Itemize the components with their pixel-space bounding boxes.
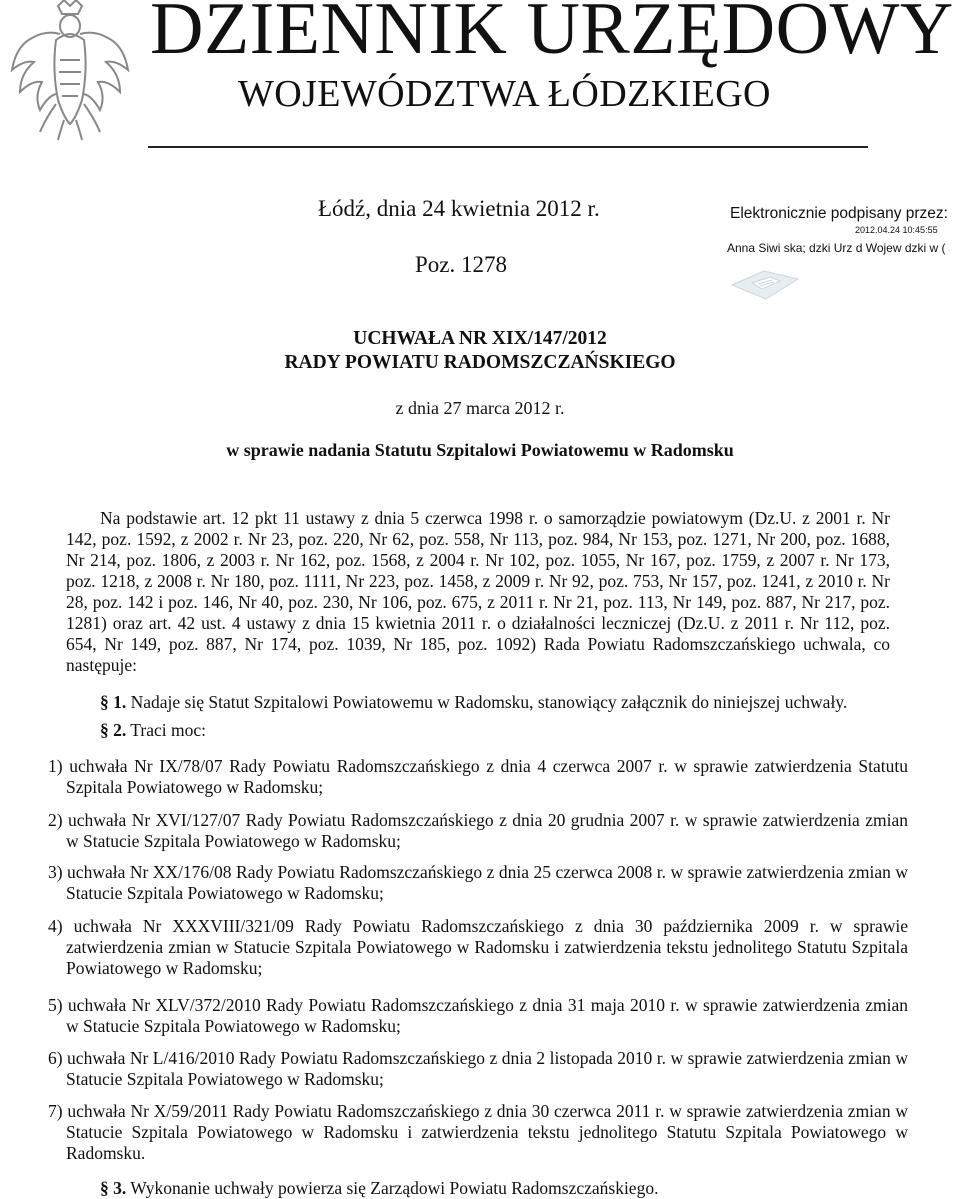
- legal-basis-paragraph: Na podstawie art. 12 pkt 11 ustawy z dnia 5 czerwca 1998 r. o samorządzie powiatowym (Dz.U. z 2001 r. Nr 142, poz. 1592, z 2002 r. Nr 23, poz. 220, Nr 62, poz. 558, Nr 113, poz. 984, Nr 153, poz. 1271, Nr 200, poz. 1688, Nr 214, poz. 1806, z 2003 r. Nr 162, poz. 1568, z 2004 r. Nr 102, poz. 1055, Nr 167, poz. 1759, z 2007 r. Nr 173, poz. 1218, z 2008 r. Nr 180, poz. 1111, Nr 223, poz. 1458, z 2009 r. Nr 92, poz. 753, Nr 157, poz. 1241, z 2010 r. Nr 28, poz. 142 i poz. 146, Nr 40, poz. 230, Nr 106, poz. 675, z 2011 r. Nr 21, poz. 113, Nr 149, poz. 887, Nr 217, poz. 1281) oraz art. 42 ust. 4 ustawy z dnia 15 kwietnia 2011 r. o działalności leczniczej (Dz.U. z 2011 r. Nr 112, poz. 654, Nr 149, poz. 887, Nr 174, poz. 1039, Nr 185, poz. 1092) Rada Powiatu Radomszczańskiego uchwala, co następuje:: [66, 508, 890, 675]
- journal-subtitle: WOJEWÓDZTWA ŁÓDZKIEGO: [238, 73, 771, 115]
- resolution-number: UCHWAŁA NR XIX/147/2012: [353, 328, 607, 349]
- section-number: § 3.: [100, 1178, 127, 1198]
- signature-label: Elektronicznie podpisany przez:: [730, 205, 948, 222]
- section-number: § 1.: [100, 692, 127, 712]
- issue-date: Łódź, dnia 24 kwietnia 2012 r.: [318, 196, 600, 221]
- masthead-divider: [148, 146, 868, 148]
- signature-timestamp: 2012.04.24 10:45:55: [855, 225, 938, 235]
- list-item: 4) uchwała Nr XXXVIII/321/09 Rady Powiatu Radomszczańskiego z dnia 30 października 2009 r. w sprawie zatwierdzenia zmian w Statucie Szpitala Powiatowego w Radomsku i zatwierdzenia tekstu jednolitego Statutu Szpitala Powiatowego w Radomsku;: [48, 916, 908, 978]
- signature-seal-icon: [730, 267, 800, 303]
- section-number: § 2.: [100, 720, 127, 740]
- section-text: Nadaje się Statut Szpitalowi Powiatowemu w Radomsku, stanowiący załącznik do niniejszej uchwały.: [126, 692, 848, 712]
- section-3: [66, 1178, 890, 1199]
- resolution-subject: w sprawie nadania Statutu Szpitalowi Powiatowemu w Radomsku: [226, 440, 734, 460]
- section-1: [66, 692, 890, 713]
- section-text: Wykonanie uchwały powierza się Zarządowi Powiatu Radomszczańskiego.: [126, 1178, 659, 1198]
- resolution-council: RADY POWIATU RADOMSZCZAŃSKIEGO: [284, 352, 676, 373]
- journal-title: DZIENNIK URZĘDOWY: [150, 0, 954, 70]
- list-item: 7) uchwała Nr X/59/2011 Rady Powiatu Radomszczańskiego z dnia 30 czerwca 2011 r. w sprawie zatwierdzenia zmian w Statucie Szpitala Powiatowego w Radomsku i zatwierdzenia tekstu jednolitego Statutu Szpitala Powiatowego w Radomsku.: [48, 1101, 908, 1163]
- list-item: 5) uchwała Nr XLV/372/2010 Rady Powiatu Radomszczańskiego z dnia 31 maja 2010 r. w sprawie zatwierdzenia zmian w Statucie Szpitala Powiatowego w Radomsku;: [48, 995, 908, 1036]
- resolution-date: z dnia 27 marca 2012 r.: [395, 398, 565, 418]
- position-number: Poz. 1278: [415, 252, 507, 277]
- section-2: [66, 720, 890, 741]
- electronic-signature: [727, 205, 960, 305]
- eagle-emblem-icon: [6, 0, 134, 142]
- list-item: 1) uchwała Nr IX/78/07 Rady Powiatu Radomszczańskiego z dnia 4 czerwca 2007 r. w sprawie zatwierdzenia Statutu Szpitala Powiatowego w Radomsku;: [48, 756, 908, 797]
- list-item: 3) uchwała Nr XX/176/08 Rady Powiatu Radomszczańskiego z dnia 25 czerwca 2008 r. w sprawie zatwierdzenia zmian w Statucie Szpitala Powiatowego w Radomsku;: [48, 862, 908, 903]
- section-text: Traci moc:: [126, 720, 206, 740]
- list-item: 2) uchwała Nr XVI/127/07 Rady Powiatu Radomszczańskiego z dnia 20 grudnia 2007 r. w sprawie zatwierdzenia zmian w Statucie Szpitala Powiatowego w Radomsku;: [48, 810, 908, 851]
- list-item: 6) uchwała Nr L/416/2010 Rady Powiatu Radomszczańskiego z dnia 2 listopada 2010 r. w sprawie zatwierdzenia zmian w Statucie Szpitala Powiatowego w Radomsku;: [48, 1048, 908, 1089]
- signature-signer: Anna Siwi ska; dzki Urz d Wojew dzki w (: [727, 241, 946, 255]
